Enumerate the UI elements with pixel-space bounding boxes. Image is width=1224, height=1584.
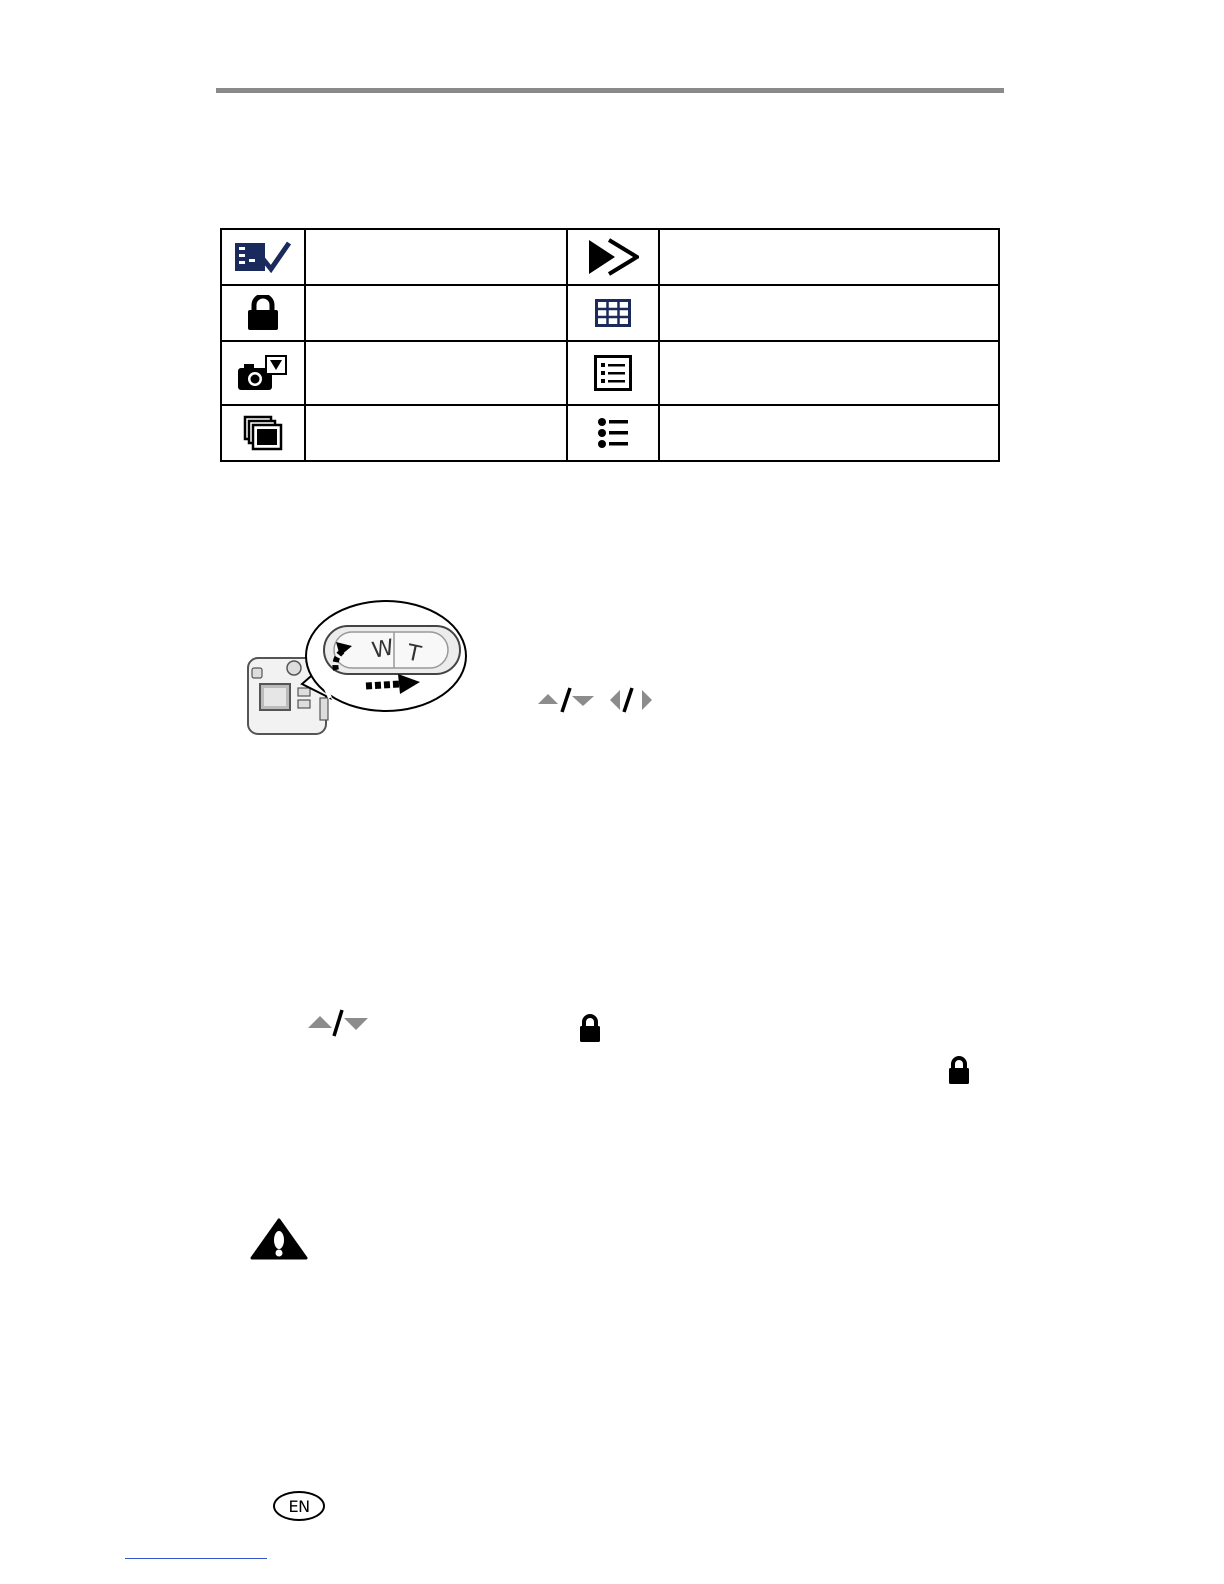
- table-cell-icon: [567, 285, 659, 341]
- icon-reference-table: [220, 228, 1000, 462]
- table-cell-description: [659, 405, 999, 461]
- table-row: [221, 285, 999, 341]
- table-cell-description: [305, 229, 567, 285]
- camera-zoom-button-illustration: [240, 598, 472, 742]
- table-cell-icon: [221, 341, 305, 405]
- table-row: [221, 405, 999, 461]
- language-badge: [273, 1491, 325, 1521]
- table-cell-description: [659, 229, 999, 285]
- table-cell-description: [305, 341, 567, 405]
- table-cell-icon: [221, 229, 305, 285]
- lock-icon: [948, 1056, 970, 1086]
- language-badge-label: EN: [288, 1496, 310, 1516]
- table-cell-icon: [221, 405, 305, 461]
- bullet-list-icon: [597, 417, 629, 449]
- table-cell-description: [659, 285, 999, 341]
- lock-icon: [246, 295, 280, 331]
- table-row: [221, 341, 999, 405]
- print-order-icon: [235, 241, 291, 273]
- table-cell-description: [305, 405, 567, 461]
- fast-forward-icon: [587, 238, 639, 276]
- grid-icon: [595, 299, 631, 327]
- up-down-arrows-icon: [306, 1006, 370, 1038]
- camera-mode-icon: [236, 354, 290, 392]
- table-cell-description: [305, 285, 567, 341]
- multi-image-icon: [243, 415, 283, 451]
- up-down-left-right-arrows-icon: [536, 686, 656, 714]
- lock-icon: [579, 1014, 601, 1044]
- table-cell-description: [659, 341, 999, 405]
- table-cell-icon: [221, 285, 305, 341]
- table-cell-icon: [567, 341, 659, 405]
- warning-icon: [250, 1218, 308, 1260]
- footer-link-underline[interactable]: [125, 1558, 267, 1559]
- list-menu-icon: [594, 355, 632, 391]
- svg-text:W: W: [370, 635, 396, 664]
- svg-text:T: T: [404, 640, 424, 668]
- table-row: [221, 229, 999, 285]
- table-cell-icon: [567, 405, 659, 461]
- header-rule: [216, 88, 1004, 93]
- table-cell-icon: [567, 229, 659, 285]
